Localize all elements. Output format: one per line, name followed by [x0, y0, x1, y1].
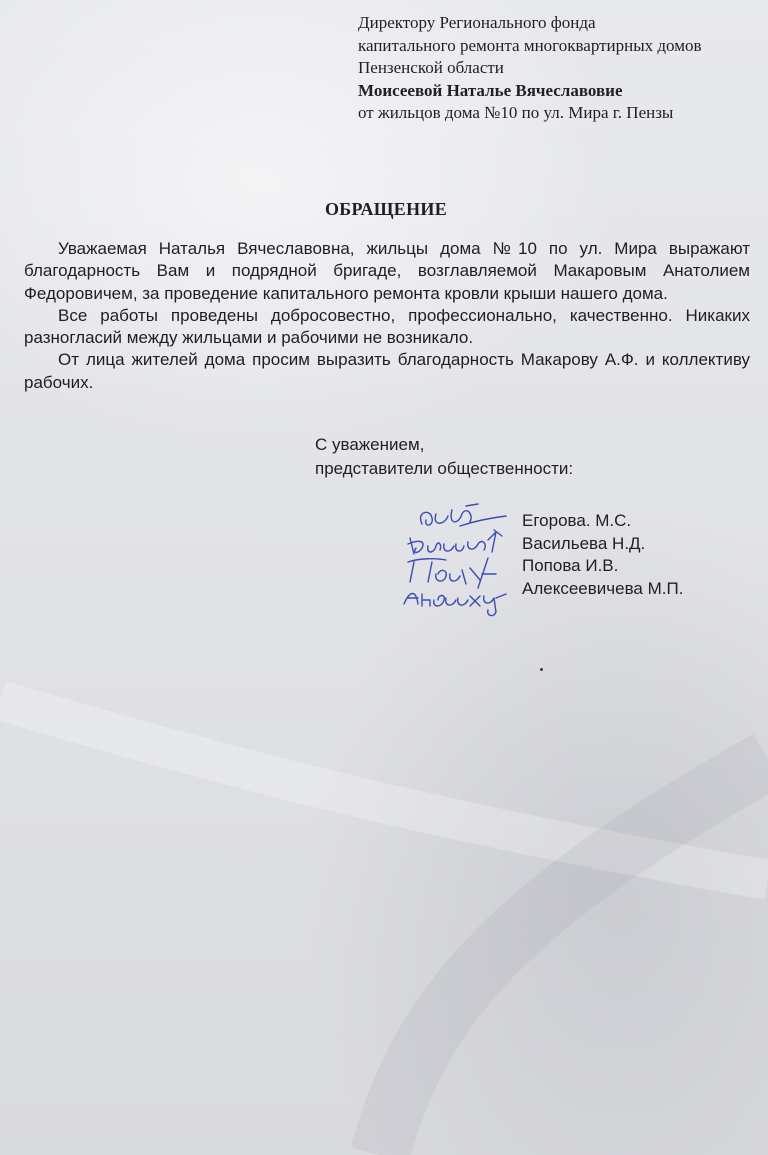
signer-name: Попова И.В.: [522, 556, 619, 575]
addressee-block: [358, 12, 758, 125]
closing-block: [315, 433, 573, 481]
signature-3: [408, 558, 496, 588]
document-title: ОБРАЩЕНИЕ: [324, 199, 448, 219]
recipient-name: Моисеевой Наталье Вячеславовие: [358, 80, 623, 100]
body-paragraph: Уважаемая Наталья Вячеславовна, жильцы дома №10 по ул. Мира выражают благодарность Вам и подрядной бригаде, возглавляемой Макаровым Анатолием Федоровичем, за проведение капитального ремонта кровли крыши нашего дома.: [24, 239, 750, 303]
signature-1: [421, 504, 506, 526]
letter-body: [24, 238, 750, 394]
addressee-line: Директору Регионального фонда: [358, 13, 596, 32]
addressee-line: Пензенской области: [358, 58, 504, 77]
handwritten-signatures: [396, 500, 526, 620]
ink-dot: [540, 668, 543, 671]
sender-line: от жильцов дома №10 по ул. Мира г. Пензы: [358, 103, 674, 122]
body-paragraph: От лица жителей дома просим выразить благодарность Макарову А.Ф. и коллективу рабочих.: [24, 350, 750, 392]
signature-4: [404, 594, 506, 616]
closing-representatives: представители общественности:: [315, 459, 574, 478]
signer-name: Алексеевичева М.П.: [522, 578, 684, 598]
body-paragraph: Все работы проведены добросовестно, профессионально, качественно. Никаких разногласий между жильцами и рабочими не возникало.: [24, 305, 750, 348]
signer-name: Егорова. М.С.: [522, 511, 632, 530]
addressee-line: капитального ремонта многоквартирных домов: [358, 35, 702, 55]
closing-regards: С уважением,: [315, 435, 425, 454]
signers-list: [522, 510, 683, 600]
signer-name: Васильева Н.Д.: [522, 533, 646, 553]
signature-2: [408, 530, 502, 554]
